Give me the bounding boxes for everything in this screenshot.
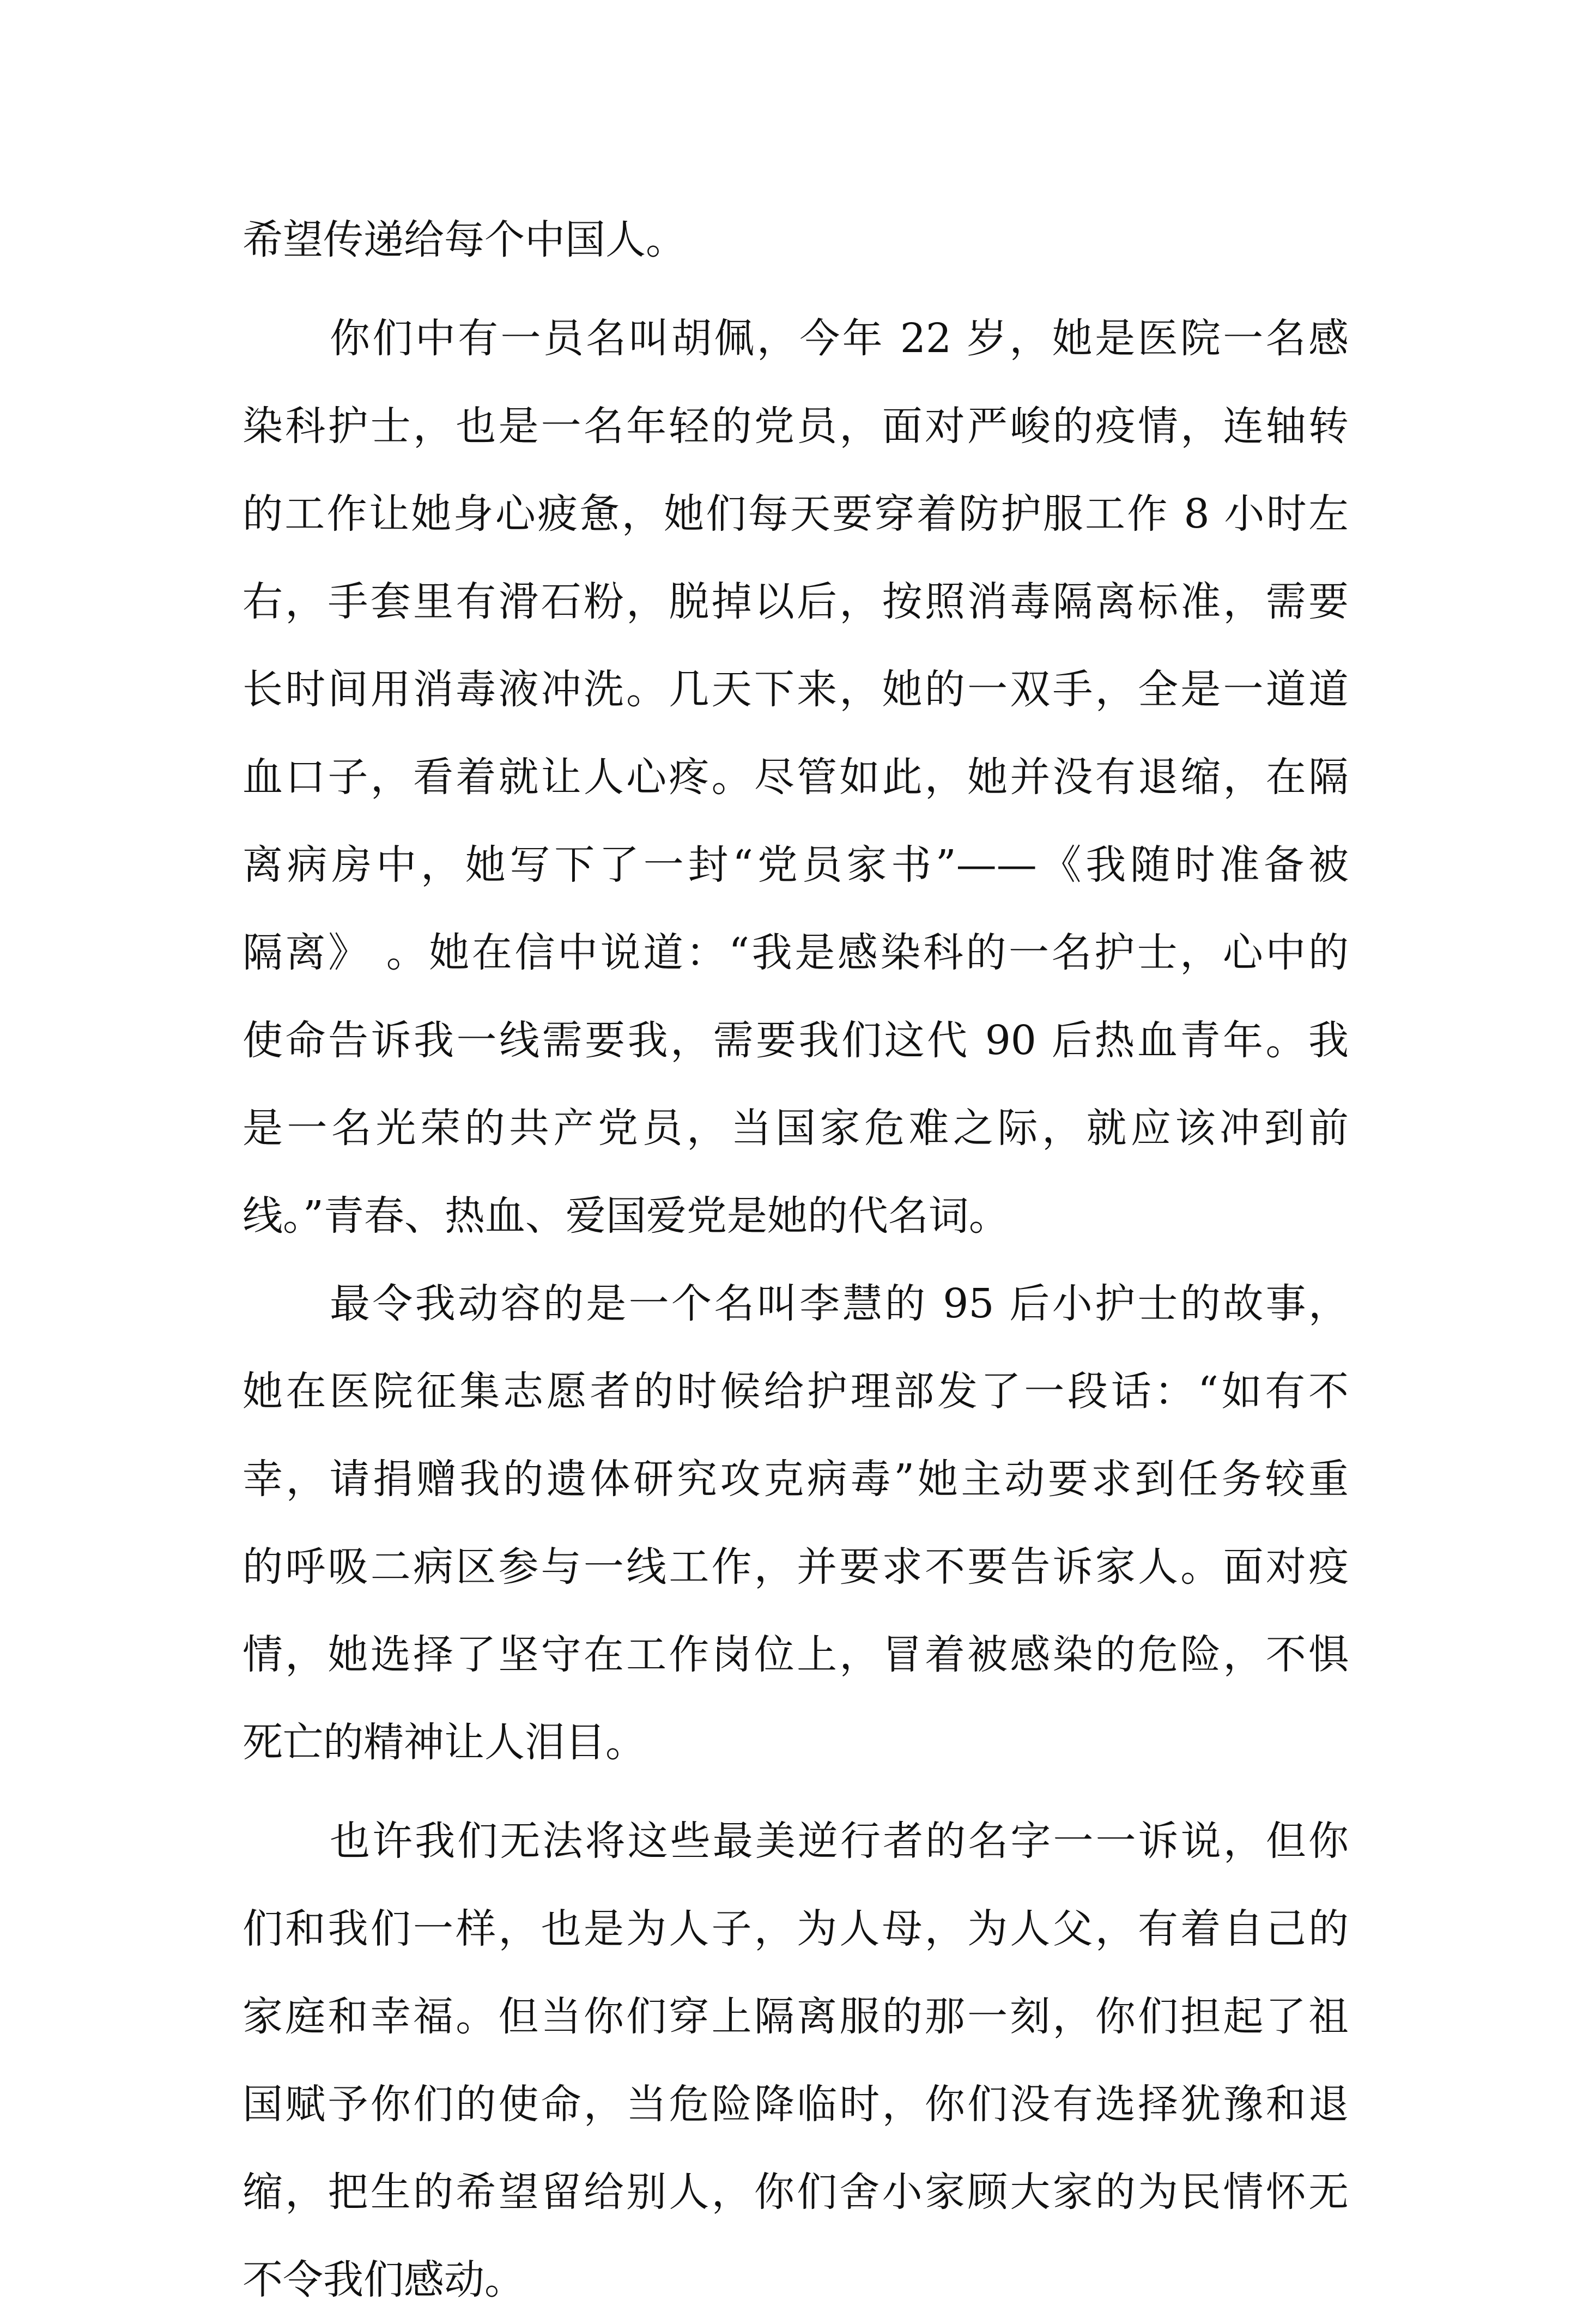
text-line: 国赋予你们的使命，当危险降临时，你们没有选择犹豫和退 — [242, 2081, 1349, 2128]
text-line: 使命告诉我一线需要我，需要我们这代 90 后热血青年。我 — [242, 1017, 1349, 1064]
text-line: 情，她选择了坚守在工作岗位上，冒着被感染的危险，不惧 — [242, 1631, 1349, 1678]
text-line: 的呼吸二病区参与一线工作，并要求不要告诉家人。面对疫 — [242, 1544, 1349, 1590]
text-line: 幸，请捐赠我的遗体研究攻克病毒”她主动要求到任务较重 — [242, 1456, 1349, 1503]
text-line: 也许我们无法将这些最美逆行者的名字一一诉说，但你 — [330, 1818, 1349, 1865]
paragraph — [242, 1260, 1349, 1787]
text-line: 们和我们一样，也是为人子，为人母，为人父，有着自己的 — [242, 1905, 1349, 1952]
text-line: 最令我动容的是一个名叫李慧的 95 后小护士的故事， — [330, 1280, 1349, 1327]
document-body — [242, 196, 1349, 2324]
text-line: 家庭和幸福。但当你们穿上隔离服的那一刻，你们担起了祖 — [242, 1993, 1349, 2040]
text-line: 希望传递给每个中国人。 — [242, 216, 686, 263]
text-line: 血口子，看着就让人心疼。尽管如此，她并没有退缩，在隔 — [242, 754, 1349, 801]
paragraph — [242, 295, 1349, 1260]
text-line: 右，手套里有滑石粉，脱掉以后，按照消毒隔离标准，需要 — [242, 578, 1349, 625]
text-line: 缩，把生的希望留给别人，你们舍小家顾大家的为民情怀无 — [242, 2169, 1349, 2216]
text-line: 你们中有一员名叫胡佩，今年 22 岁，她是医院一名感 — [330, 315, 1349, 362]
text-line: 染科护士，也是一名年轻的党员，面对严峻的疫情，连轴转 — [242, 403, 1349, 450]
text-line: 离病房中，她写下了一封“党员家书”——《我随时准备被 — [242, 842, 1349, 888]
text-line: 线。”青春、热血、爱国爱党是她的代名词。 — [242, 1193, 1009, 1239]
paragraph — [242, 1798, 1349, 2324]
paragraph — [242, 196, 1349, 284]
text-line: 不令我们感动。 — [242, 2256, 525, 2303]
text-line: 隔离》 。她在信中说道：“我是感染科的一名护士，心中的 — [242, 929, 1349, 976]
text-line: 的工作让她身心疲惫，她们每天要穿着防护服工作 8 小时左 — [242, 491, 1349, 537]
text-line: 长时间用消毒液冲洗。几天下来，她的一双手，全是一道道 — [242, 666, 1349, 713]
text-line: 是一名光荣的共产党员，当国家危难之际，就应该冲到前 — [242, 1105, 1349, 1152]
text-line: 她在医院征集志愿者的时候给护理部发了一段话：“如有不 — [242, 1368, 1349, 1415]
text-line: 死亡的精神让人泪目。 — [242, 1719, 646, 1766]
